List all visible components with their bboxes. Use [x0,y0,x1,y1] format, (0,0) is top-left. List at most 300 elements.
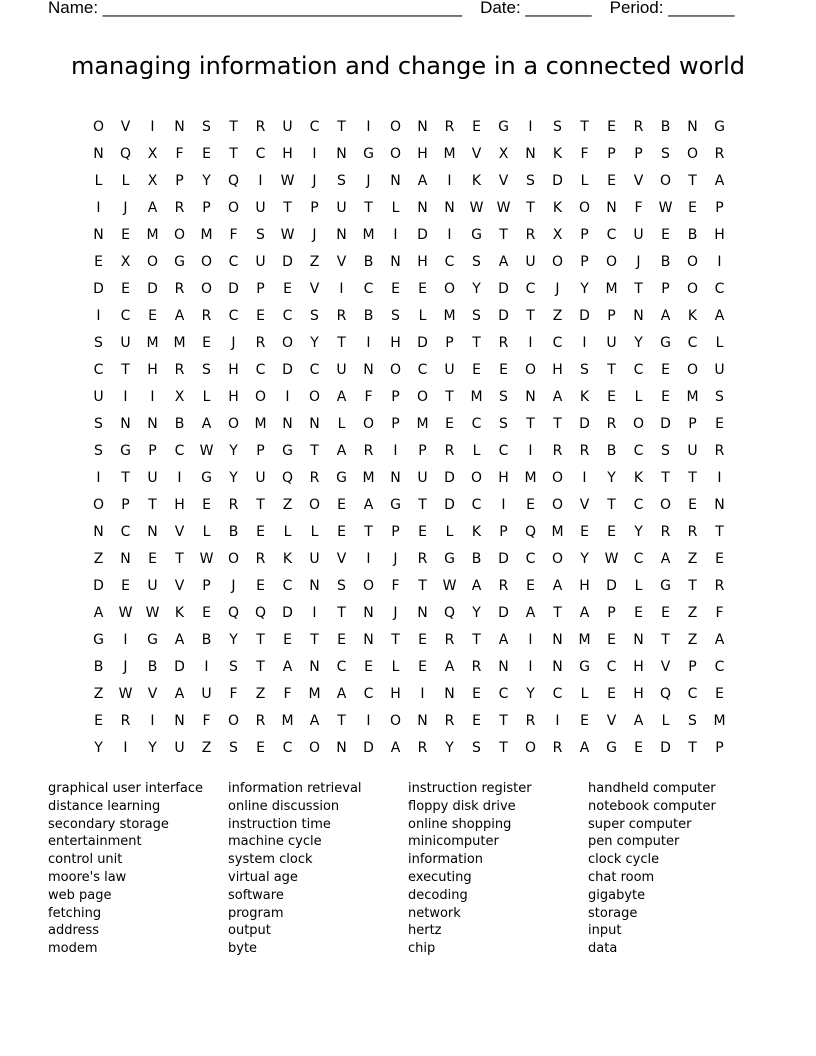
grid-letter: T [175,550,184,567]
grid-letter: N [417,604,428,621]
grid-letter: I [555,712,560,729]
grid-letter: A [498,253,509,270]
grid-letter: F [229,685,238,702]
grid-letter: J [231,577,236,594]
grid-letter: Z [687,631,698,648]
grid-letter: M [281,712,294,729]
grid-letter: D [498,280,509,297]
grid-letter: C [687,685,698,702]
grid-letter: E [472,118,481,135]
grid-letter: T [121,469,130,486]
grid-letter: M [173,334,186,351]
grid-letter: V [336,253,347,270]
grid-letter: H [633,685,644,702]
grid-letter: C [633,361,644,378]
grid-letter: L [580,172,589,189]
grid-letter: Y [580,280,589,297]
grid-letter: A [579,739,590,756]
grid-letter: V [498,172,509,189]
grid-letter: S [94,442,103,459]
grid-letter: T [229,118,238,135]
grid-letter: C [471,496,482,513]
grid-letter: I [717,253,722,270]
grid-letter: M [713,712,726,729]
grid-letter: C [309,118,320,135]
grid-letter: V [120,118,131,135]
grid-letter: C [552,685,563,702]
grid-letter: P [256,280,265,297]
grid-letter: T [661,469,670,486]
grid-letter: E [256,307,265,324]
grid-letter: O [173,226,186,243]
grid-letter: S [472,307,481,324]
grid-letter: Y [472,280,481,297]
word-list-item: clock cycle [588,852,660,868]
grid-letter: P [256,442,265,459]
word-list-item: floppy disk drive [408,798,516,814]
grid-letter: Y [202,172,211,189]
grid-letter: U [201,685,212,702]
grid-letter: R [174,199,185,216]
grid-letter: J [312,226,317,243]
grid-letter: J [636,253,641,270]
grid-letter: O [551,469,564,486]
grid-letter: A [363,496,374,513]
grid-letter: K [552,199,563,216]
grid-letter: Y [607,469,616,486]
grid-letter: D [660,739,671,756]
grid-letter: Y [634,523,643,540]
grid-letter: H [633,658,644,675]
grid-letter: E [607,388,616,405]
grid-letter: A [147,199,158,216]
grid-letter: I [393,226,398,243]
grid-letter: T [688,469,697,486]
grid-letter: N [633,631,644,648]
grid-letter: L [661,712,670,729]
grid-letter: N [633,307,644,324]
grid-letter: E [256,739,265,756]
grid-letter: I [366,550,371,567]
grid-letter: F [391,577,400,594]
grid-letter: J [312,172,317,189]
grid-letter: D [174,658,185,675]
grid-letter: T [418,577,427,594]
grid-letter: N [336,145,347,162]
grid-letter: N [687,118,698,135]
grid-letter: F [715,604,724,621]
grid-letter: T [256,631,265,648]
grid-letter: W [199,442,214,459]
grid-letter: N [120,415,131,432]
grid-letter: N [417,712,428,729]
word-list-item: hertz [408,923,442,939]
date-field-label: Date: _______ [480,0,592,17]
grid-letter: O [200,280,213,297]
grid-letter: N [606,199,617,216]
grid-letter: M [362,469,375,486]
grid-letter: U [174,739,185,756]
grid-letter: N [390,469,401,486]
grid-letter: O [551,253,564,270]
grid-letter: V [471,145,482,162]
grid-letter: Q [281,469,294,486]
grid-letter: O [281,334,294,351]
word-list-item: data [588,941,618,957]
grid-letter: H [498,469,509,486]
grid-letter: I [177,469,182,486]
grid-letter: I [96,469,101,486]
grid-letter: Y [445,739,454,756]
grid-letter: N [309,577,320,594]
grid-letter: P [202,199,211,216]
grid-letter: Z [282,496,293,513]
grid-letter: M [146,334,159,351]
grid-letter: B [606,442,617,459]
grid-letter: D [282,361,293,378]
grid-letter: G [714,118,725,135]
grid-letter: N [93,523,104,540]
grid-letter: I [717,469,722,486]
grid-letter: J [393,604,398,621]
grid-letter: X [498,145,509,162]
grid-letter: T [553,604,562,621]
grid-letter: O [659,496,672,513]
grid-letter: H [228,361,239,378]
word-list-item: information [408,852,484,868]
grid-letter: R [255,550,266,567]
grid-letter: C [633,442,644,459]
word-list-item: notebook computer [588,798,716,814]
grid-letter: A [471,577,482,594]
grid-letter: N [147,523,158,540]
word-list-item: information retrieval [228,781,362,796]
grid-letter: C [606,226,617,243]
word-list-item: chip [408,941,436,957]
grid-letter: K [633,469,644,486]
grid-letter: H [579,577,590,594]
letter-grid [85,113,733,761]
grid-letter: C [444,253,455,270]
grid-letter: R [714,145,725,162]
grid-letter: E [121,280,130,297]
grid-letter: Q [227,172,240,189]
grid-letter: E [94,712,103,729]
grid-letter: H [390,685,401,702]
grid-letter: I [528,442,533,459]
word-list-item: system clock [228,852,313,868]
grid-letter: S [472,253,481,270]
grid-letter: Y [148,739,157,756]
grid-letter: C [336,658,347,675]
grid-letter: T [472,334,481,351]
grid-letter: A [174,631,185,648]
word-list-item: instruction time [228,816,331,832]
grid-letter: E [472,361,481,378]
grid-letter: O [362,577,375,594]
grid-letter: D [579,415,590,432]
grid-letter: N [282,415,293,432]
grid-letter: L [445,523,454,540]
grid-letter: N [336,739,347,756]
word-list-item: entertainment [48,834,142,850]
grid-letter: Y [580,550,589,567]
grid-letter: N [552,631,563,648]
grid-letter: G [660,334,671,351]
grid-letter: F [580,145,589,162]
grid-letter: V [336,550,347,567]
grid-letter: W [496,199,511,216]
grid-letter: U [255,199,266,216]
word-list-item: web page [48,887,112,903]
grid-letter: D [147,280,158,297]
grid-letter: C [120,307,131,324]
grid-letter: V [174,523,185,540]
grid-letter: S [337,577,346,594]
grid-letter: T [337,118,346,135]
grid-letter: L [472,442,481,459]
grid-letter: A [498,631,509,648]
grid-letter: I [123,388,128,405]
word-list-item: fetching [48,905,102,921]
grid-letter: N [390,253,401,270]
grid-letter: B [687,226,698,243]
grid-letter: L [202,523,211,540]
word-list-item: decoding [408,887,468,903]
grid-letter: M [254,415,267,432]
period-field-label: Period: _______ [609,0,735,17]
grid-letter: E [256,523,265,540]
grid-letter: T [607,496,616,513]
grid-letter: W [442,577,457,594]
grid-letter: K [471,523,482,540]
grid-letter: A [93,604,104,621]
grid-letter: P [391,415,400,432]
grid-letter: Y [229,631,238,648]
grid-letter: D [444,469,455,486]
grid-letter: A [714,172,725,189]
grid-letter: N [417,118,428,135]
word-list-item: distance learning [48,798,161,814]
grid-letter: I [258,172,263,189]
grid-letter: D [606,577,617,594]
grid-letter: L [634,388,643,405]
grid-letter: R [255,118,266,135]
grid-letter: G [606,739,617,756]
grid-letter: C [363,280,374,297]
grid-letter: P [418,442,427,459]
grid-letter: E [256,577,265,594]
grid-letter: P [580,226,589,243]
grid-letter: T [283,199,292,216]
grid-letter: E [94,253,103,270]
grid-letter: B [174,415,185,432]
grid-letter: T [499,712,508,729]
grid-letter: R [444,442,455,459]
grid-letter: S [94,415,103,432]
grid-letter: C [498,685,509,702]
grid-letter: K [579,388,590,405]
grid-letter: C [309,361,320,378]
grid-letter: E [148,550,157,567]
grid-letter: C [633,550,644,567]
grid-letter: V [633,172,644,189]
grid-letter: T [256,658,265,675]
grid-letter: A [309,712,320,729]
grid-letter: H [714,226,725,243]
grid-letter: T [337,712,346,729]
grid-letter: C [525,280,536,297]
grid-letter: N [363,604,374,621]
grid-letter: O [551,550,564,567]
word-list-item: pen computer [588,834,680,850]
grid-letter: L [310,523,319,540]
grid-letter: R [471,658,482,675]
grid-letter: A [336,442,347,459]
grid-letter: G [201,469,212,486]
grid-letter: S [661,442,670,459]
grid-letter: C [120,523,131,540]
grid-letter: G [363,145,374,162]
grid-letter: R [336,307,347,324]
grid-letter: O [605,253,618,270]
grid-letter: D [93,577,104,594]
puzzle-title: managing information and change in a connected world [70,52,746,80]
name-field-label: Name: ______________________________________ [48,0,463,17]
grid-letter: M [578,631,591,648]
grid-letter: R [687,523,698,540]
grid-letter: B [93,658,104,675]
grid-letter: S [310,307,319,324]
grid-letter: O [308,496,321,513]
grid-letter: P [607,307,616,324]
grid-letter: R [417,550,428,567]
grid-letter: P [148,442,157,459]
grid-letter: T [526,307,535,324]
grid-letter: A [201,415,212,432]
grid-letter: R [606,415,617,432]
grid-letter: T [607,361,616,378]
grid-letter: U [525,253,536,270]
grid-letter: N [120,550,131,567]
grid-letter: Z [687,550,698,567]
grid-letter: A [390,739,401,756]
grid-letter: E [634,739,643,756]
word-list-item: control unit [48,852,123,868]
grid-letter: A [174,307,185,324]
grid-letter: S [553,118,562,135]
grid-letter: O [92,118,105,135]
grid-letter: A [714,307,725,324]
grid-letter: B [660,253,671,270]
word-list-item: online shopping [408,816,512,832]
grid-letter: W [658,199,673,216]
grid-letter: C [228,307,239,324]
grid-letter: K [174,604,185,621]
grid-letter: S [337,172,346,189]
grid-letter: O [443,280,456,297]
grid-letter: E [202,145,211,162]
grid-letter: T [364,523,373,540]
grid-letter: M [524,469,537,486]
grid-letter: U [147,577,158,594]
grid-letter: K [687,307,698,324]
grid-letter: G [120,442,131,459]
word-list-item: chat room [588,869,655,885]
grid-letter: I [312,604,317,621]
grid-letter: G [498,118,509,135]
word-list-item: output [228,923,271,939]
grid-letter: W [280,226,295,243]
grid-letter: L [121,172,130,189]
grid-letter: S [472,739,481,756]
grid-letter: T [148,496,157,513]
word-list-item: handheld computer [588,781,716,796]
grid-letter: C [417,361,428,378]
grid-letter: R [552,739,563,756]
grid-letter: L [337,415,346,432]
grid-letter: M [605,280,618,297]
grid-letter: T [310,442,319,459]
grid-letter: J [123,199,128,216]
grid-letter: T [715,523,724,540]
grid-letter: I [420,685,425,702]
grid-letter: P [310,199,319,216]
grid-letter: E [391,280,400,297]
grid-letter: Y [310,334,319,351]
grid-letter: E [526,577,535,594]
grid-letter: E [661,604,670,621]
grid-letter: C [363,685,374,702]
grid-letter: C [93,361,104,378]
grid-letter: Z [93,685,104,702]
grid-letter: A [525,604,536,621]
grid-letter: A [660,550,671,567]
grid-letter: S [688,712,697,729]
grid-letter: U [309,550,320,567]
grid-letter: U [417,469,428,486]
grid-letter: F [634,199,643,216]
grid-letter: P [391,523,400,540]
grid-letter: E [580,712,589,729]
grid-letter: I [123,631,128,648]
grid-letter: P [121,496,130,513]
grid-letter: E [472,685,481,702]
grid-letter: K [282,550,293,567]
grid-letter: D [282,253,293,270]
grid-letter: S [94,334,103,351]
grid-letter: O [524,361,537,378]
grid-letter: I [312,145,317,162]
grid-letter: T [121,361,130,378]
word-list-item: input [588,923,622,939]
grid-letter: T [337,334,346,351]
word-list-item: moore's law [48,869,127,885]
grid-letter: N [525,145,536,162]
grid-letter: I [447,226,452,243]
grid-letter: S [499,415,508,432]
grid-letter: J [231,334,236,351]
grid-letter: T [499,739,508,756]
grid-letter: T [634,280,643,297]
grid-letter: E [499,361,508,378]
grid-letter: N [93,145,104,162]
grid-letter: R [552,442,563,459]
grid-letter: L [94,172,103,189]
word-list-item: super computer [588,816,692,832]
grid-letter: P [715,739,724,756]
grid-letter: D [444,496,455,513]
